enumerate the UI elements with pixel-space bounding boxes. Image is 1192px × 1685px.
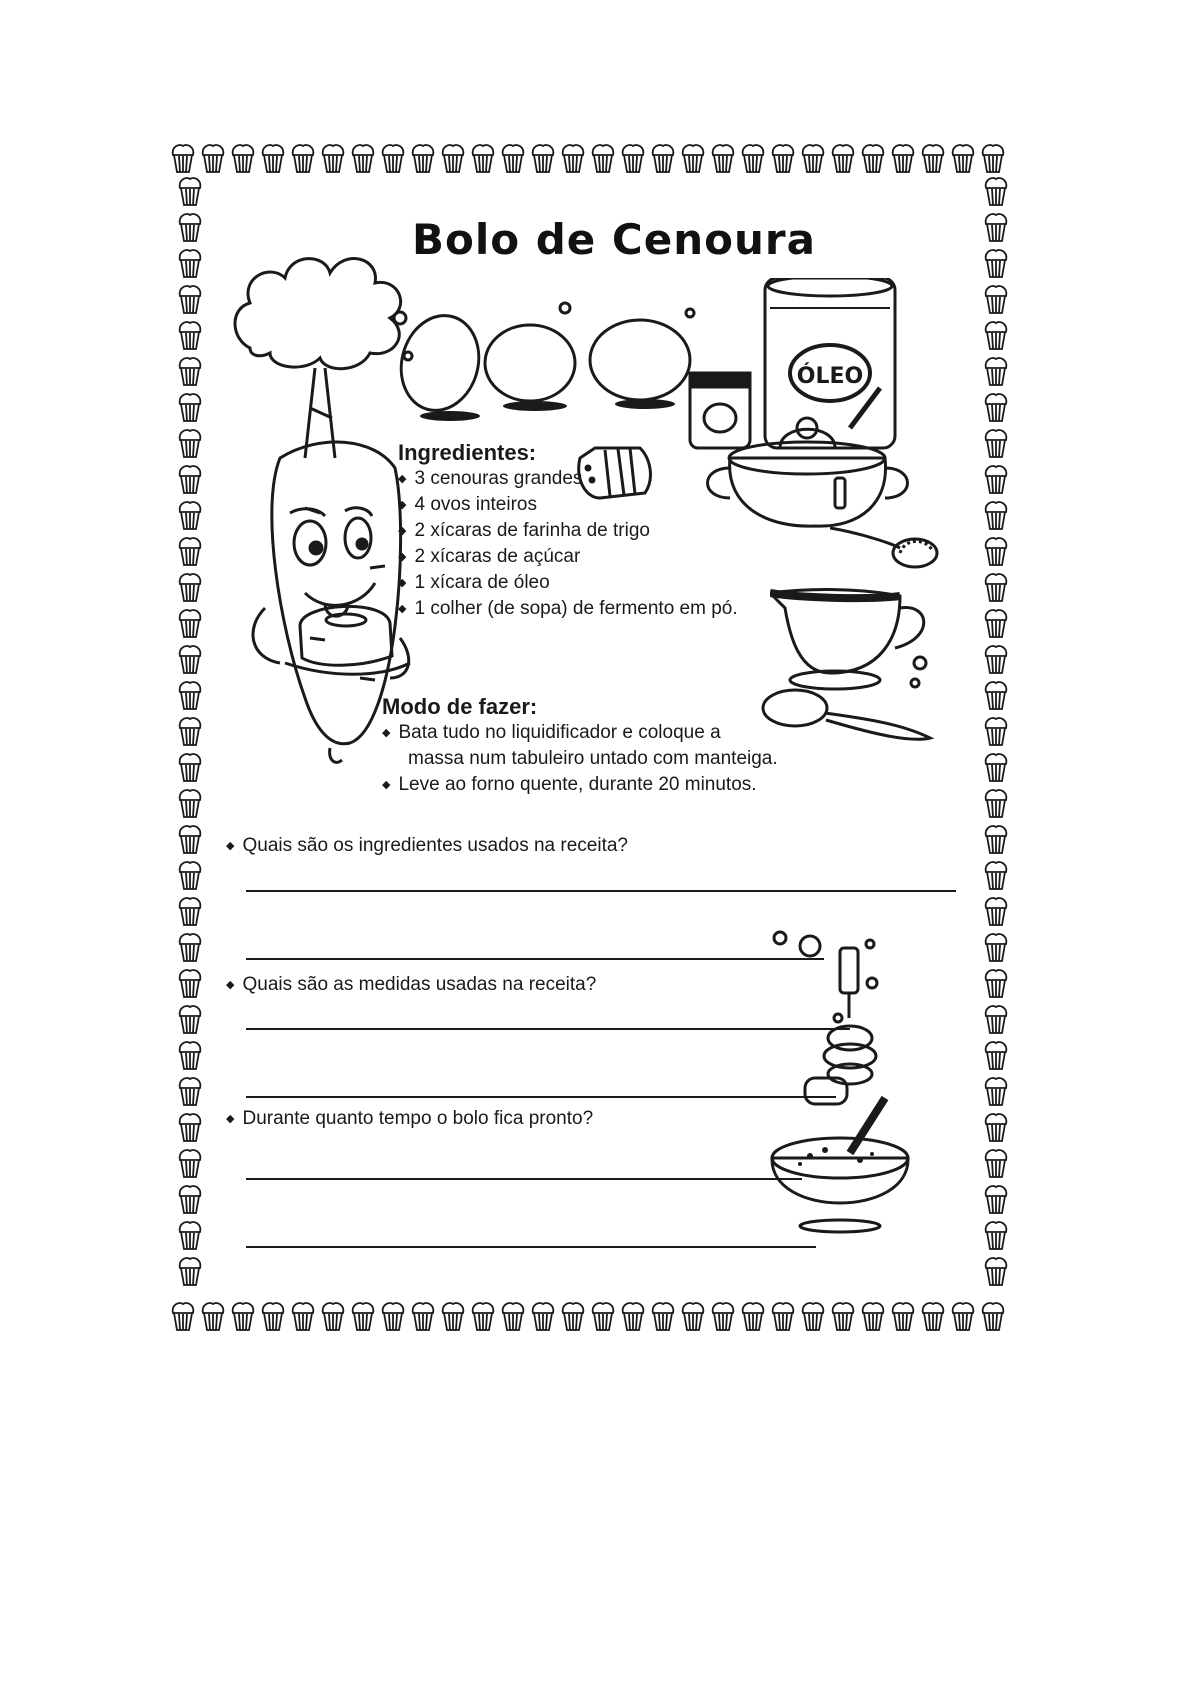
cupcake-icon — [170, 141, 196, 175]
ingredient-item — [398, 546, 580, 568]
cupcake-icon — [350, 1299, 376, 1333]
cupcake-icon — [177, 498, 203, 532]
cupcake-icon — [920, 1299, 946, 1333]
cupcake-icon — [177, 606, 203, 640]
cupcake-icon — [983, 426, 1009, 460]
bullet-icon: ◆ — [398, 525, 407, 537]
cupcake-border-top — [170, 138, 1016, 178]
ingredient-text: 2 xícaras de açúcar — [414, 546, 581, 567]
worksheet — [170, 138, 1016, 1336]
cupcake-icon — [680, 141, 706, 175]
cupcake-icon — [983, 318, 1009, 352]
cupcake-icon — [177, 930, 203, 964]
ingredient-text: 4 ovos inteiros — [414, 494, 537, 515]
oil-can-label: ÓLEO — [796, 364, 864, 389]
recipe-title: Bolo de Cenoura — [412, 215, 816, 264]
cupcake-icon — [177, 534, 203, 568]
cupcake-icon — [620, 141, 646, 175]
cupcake-icon — [770, 1299, 796, 1333]
cupcake-icon — [500, 141, 526, 175]
cupcake-icon — [890, 1299, 916, 1333]
cupcake-icon — [830, 141, 856, 175]
ingredients-heading: Ingredientes: — [398, 440, 537, 465]
cupcake-icon — [177, 714, 203, 748]
cupcake-icon — [830, 1299, 856, 1333]
cupcake-icon — [860, 1299, 886, 1333]
cupcake-icon — [177, 1038, 203, 1072]
method-step-1-continued: massa num tabuleiro untado com manteiga. — [408, 748, 778, 769]
cupcake-icon — [983, 858, 1009, 892]
cupcake-icon — [680, 1299, 706, 1333]
cupcake-icon — [177, 246, 203, 280]
cupcake-icon — [260, 141, 286, 175]
cupcake-icon — [177, 174, 203, 208]
cupcake-icon — [983, 786, 1009, 820]
ingredient-item — [398, 572, 550, 594]
bullet-icon: ◆ — [382, 779, 391, 791]
question-text: Quais são os ingredientes usados na receita? — [242, 835, 628, 856]
method-step-2 — [382, 774, 757, 796]
bullet-icon: ◆ — [398, 551, 407, 563]
cupcake-icon — [200, 141, 226, 175]
cupcake-icon — [290, 141, 316, 175]
cupcake-icon — [983, 1254, 1009, 1288]
cupcake-icon — [983, 822, 1009, 856]
method-heading: Modo de fazer: — [382, 694, 538, 719]
cupcake-border-right — [976, 174, 1016, 1300]
ingredient-text: 2 xícaras de farinha de trigo — [414, 520, 650, 541]
cupcake-icon — [710, 1299, 736, 1333]
cupcake-icon — [177, 642, 203, 676]
cupcake-icon — [380, 1299, 406, 1333]
cupcake-icon — [177, 822, 203, 856]
cupcake-icon — [177, 678, 203, 712]
cupcake-icon — [177, 1182, 203, 1216]
cupcake-icon — [177, 750, 203, 784]
method-step-text: Bata tudo no liquidificador e coloque a — [398, 722, 721, 743]
cupcake-icon — [983, 534, 1009, 568]
cupcake-icon — [980, 141, 1006, 175]
cupcake-icon — [530, 141, 556, 175]
cupcake-icon — [177, 1146, 203, 1180]
cupcake-icon — [177, 966, 203, 1000]
cupcake-icon — [177, 1002, 203, 1036]
cupcake-icon — [170, 1299, 196, 1333]
question-2 — [226, 974, 596, 996]
cupcake-icon — [860, 141, 886, 175]
cupcake-icon — [200, 1299, 226, 1333]
answer-line[interactable] — [246, 1096, 836, 1098]
cupcake-icon — [983, 714, 1009, 748]
cupcake-icon — [983, 174, 1009, 208]
answer-line[interactable] — [246, 1028, 850, 1030]
cupcake-icon — [230, 1299, 256, 1333]
cupcake-icon — [983, 1074, 1009, 1108]
cupcake-icon — [290, 1299, 316, 1333]
cupcake-icon — [983, 678, 1009, 712]
answer-line[interactable] — [246, 958, 824, 960]
cupcake-icon — [320, 141, 346, 175]
cupcake-icon — [800, 141, 826, 175]
cupcake-icon — [983, 498, 1009, 532]
bullet-icon: ◆ — [398, 473, 407, 485]
cupcake-icon — [650, 1299, 676, 1333]
cupcake-icon — [983, 642, 1009, 676]
cupcake-icon — [410, 141, 436, 175]
cupcake-icon — [983, 1182, 1009, 1216]
bullet-icon: ◆ — [398, 603, 407, 615]
cupcake-icon — [770, 141, 796, 175]
ingredient-item — [398, 520, 650, 542]
question-1 — [226, 835, 628, 857]
cupcake-icon — [980, 1299, 1006, 1333]
cupcake-icon — [950, 141, 976, 175]
cupcake-icon — [983, 966, 1009, 1000]
bullet-icon: ◆ — [382, 727, 391, 739]
cupcake-icon — [983, 354, 1009, 388]
cupcake-icon — [983, 606, 1009, 640]
cupcake-icon — [620, 1299, 646, 1333]
cupcake-icon — [177, 1218, 203, 1252]
bullet-icon: ◆ — [226, 1113, 235, 1125]
cupcake-icon — [380, 141, 406, 175]
cupcake-icon — [740, 141, 766, 175]
eggs-illustration — [390, 298, 710, 428]
cupcake-icon — [530, 1299, 556, 1333]
cupcake-icon — [983, 1038, 1009, 1072]
spoon-with-flour-icon — [830, 508, 940, 588]
cupcake-icon — [983, 930, 1009, 964]
cupcake-icon — [177, 210, 203, 244]
cupcake-icon — [983, 1218, 1009, 1252]
cupcake-icon — [983, 570, 1009, 604]
answer-line[interactable] — [246, 1246, 816, 1248]
answer-line[interactable] — [246, 890, 956, 892]
cupcake-icon — [983, 390, 1009, 424]
cupcake-icon — [177, 462, 203, 496]
oil-can-and-sugar-bowl-illustration — [670, 278, 930, 538]
ingredient-item — [398, 494, 537, 516]
bullet-icon: ◆ — [398, 577, 407, 589]
cupcake-icon — [177, 1074, 203, 1108]
cupcake-icon — [983, 462, 1009, 496]
ingredient-text: 1 xícara de óleo — [414, 572, 550, 593]
cupcake-icon — [920, 141, 946, 175]
cupcake-icon — [230, 141, 256, 175]
answer-line[interactable] — [246, 1178, 802, 1180]
ingredient-text: 1 colher (de sopa) de fermento em pó. — [414, 598, 738, 619]
method-step-1 — [382, 722, 721, 744]
cupcake-icon — [983, 282, 1009, 316]
mixer-and-bowl-illustration — [760, 928, 920, 1248]
cupcake-icon — [983, 246, 1009, 280]
salt-shaker-icon — [570, 438, 660, 508]
cupcake-icon — [983, 1146, 1009, 1180]
cupcake-icon — [983, 210, 1009, 244]
cupcake-icon — [500, 1299, 526, 1333]
cupcake-icon — [350, 141, 376, 175]
cupcake-icon — [320, 1299, 346, 1333]
question-text: Quais são as medidas usadas na receita? — [242, 974, 597, 995]
cupcake-icon — [440, 141, 466, 175]
cupcake-icon — [890, 141, 916, 175]
cupcake-icon — [177, 786, 203, 820]
cupcake-icon — [177, 390, 203, 424]
cupcake-icon — [590, 1299, 616, 1333]
cupcake-icon — [710, 141, 736, 175]
cupcake-icon — [177, 894, 203, 928]
cupcake-icon — [177, 354, 203, 388]
cupcake-icon — [470, 141, 496, 175]
cupcake-icon — [983, 1110, 1009, 1144]
bullet-icon: ◆ — [226, 840, 235, 852]
cupcake-icon — [800, 1299, 826, 1333]
ingredient-item — [398, 468, 582, 490]
cupcake-icon — [177, 1254, 203, 1288]
cupcake-icon — [260, 1299, 286, 1333]
ingredient-item — [398, 598, 738, 620]
cupcake-icon — [560, 141, 586, 175]
cupcake-border-left — [170, 174, 210, 1300]
cupcake-icon — [740, 1299, 766, 1333]
large-spoon-icon — [760, 678, 940, 758]
cupcake-icon — [950, 1299, 976, 1333]
cupcake-icon — [177, 570, 203, 604]
cupcake-icon — [983, 750, 1009, 784]
bullet-icon: ◆ — [398, 499, 407, 511]
cupcake-border-bottom — [170, 1296, 1016, 1336]
bullet-icon: ◆ — [226, 979, 235, 991]
question-3 — [226, 1108, 593, 1130]
cupcake-icon — [650, 141, 676, 175]
ingredient-text: 3 cenouras grandes — [414, 468, 583, 489]
cupcake-icon — [470, 1299, 496, 1333]
cupcake-icon — [177, 282, 203, 316]
cupcake-icon — [983, 894, 1009, 928]
cupcake-icon — [177, 318, 203, 352]
cupcake-icon — [177, 426, 203, 460]
cupcake-icon — [983, 1002, 1009, 1036]
cupcake-icon — [440, 1299, 466, 1333]
question-text: Durante quanto tempo o bolo fica pronto? — [242, 1108, 594, 1129]
cupcake-icon — [177, 1110, 203, 1144]
cupcake-icon — [177, 858, 203, 892]
cupcake-icon — [560, 1299, 586, 1333]
method-step-text: Leve ao forno quente, durante 20 minutos. — [398, 774, 757, 795]
cupcake-icon — [590, 141, 616, 175]
cupcake-icon — [410, 1299, 436, 1333]
